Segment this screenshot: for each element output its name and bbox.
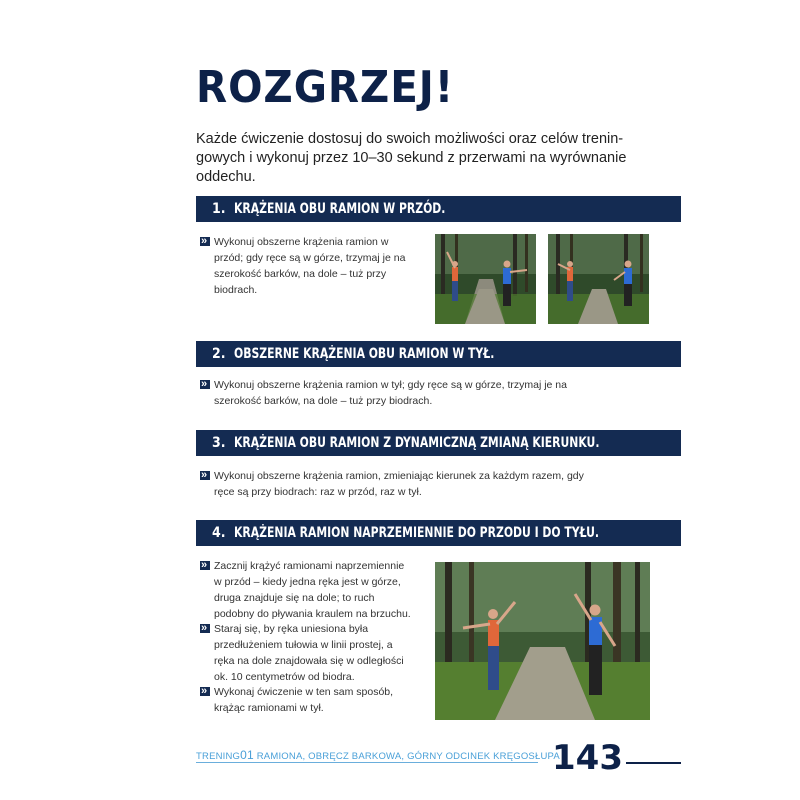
section-title: OBSZERNE KRĄŻENIA OBU RAMION W TYŁ. [233, 346, 494, 362]
bullet-item [214, 684, 414, 716]
page-number: 143 [552, 738, 623, 778]
section-number: 3. [212, 435, 226, 451]
section-3-header [196, 430, 681, 456]
footer-prefix: TRENING [196, 751, 241, 762]
bullet-text: Wykonaj ćwiczenie w ten sam sposób, krążąc ramionami w tył. [214, 686, 394, 714]
section-2-header [196, 341, 681, 367]
bullet-item [214, 558, 414, 622]
section-1-header [196, 196, 681, 222]
bullet-item [214, 234, 414, 298]
exercise-photo-4 [435, 562, 650, 720]
section-4-header [196, 520, 681, 546]
section-title: KRĄŻENIA OBU RAMION Z DYNAMICZNĄ ZMIANĄ KIERUNKU. [233, 435, 600, 451]
page-title: ROZGRZEJ! [196, 62, 455, 113]
exercise-photo-1b [548, 234, 649, 324]
arrow-bullet-icon [200, 237, 210, 246]
section-number: 1. [212, 201, 226, 217]
bullet-text: Wykonuj obszerne krążenia ramion w przód; gdy ręce są w górze, trzymaj je na szerokość barków, na dole – tuż przy biodrach. [214, 236, 406, 296]
bullet-text: Zacznij krążyć ramionami naprzemiennie w przód – kiedy jedna ręka jest w górze, druga znajduje się na dole; to ruch podobny do pływania kraulem na brzuchu. [214, 560, 411, 620]
bullet-text: Wykonuj obszerne krążenia ramion w tył; gdy ręce są w górze, trzymaj je na szerokość barków, na dole – tuż przy biodrach. [214, 379, 567, 407]
bullet-text: Staraj się, by ręka uniesiona była przedłużeniem tułowia w linii prostej, a ręka na dole znajdowała się w odległości ok. 10 centymetrów od biodra. [214, 623, 404, 683]
section-number: 4. [212, 525, 226, 541]
section-title: KRĄŻENIA OBU RAMION W PRZÓD. [233, 201, 445, 217]
footer-chapter [196, 748, 560, 762]
arrow-bullet-icon [200, 624, 210, 633]
bullet-text: Wykonuj obszerne krążenia ramion, zmieniając kierunek za każdym razem, gdy ręce są przy biodrach: raz w przód, raz w tył. [214, 470, 584, 498]
footer-divider-right [626, 762, 681, 764]
arrow-bullet-icon [200, 561, 210, 570]
footer-divider [196, 762, 538, 763]
exercise-photo-1a [435, 234, 536, 324]
bullet-item [214, 468, 594, 500]
intro-text: Każde ćwiczenie dostosuj do swoich możliwości oraz celów trenin-gowych i wykonuj przez 10–30 sekund z przerwami na wyrównanie oddechu. [196, 131, 627, 185]
footer-topic: RAMIONA, OBRĘCZ BARKOWA, GÓRNY ODCINEK KRĘGOSŁUPA [256, 751, 560, 762]
section-title: KRĄŻENIA RAMION NAPRZEMIENNIE DO PRZODU I DO TYŁU. [233, 525, 599, 541]
bullet-item [214, 377, 614, 409]
footer-number: 01 [240, 748, 254, 762]
arrow-bullet-icon [200, 380, 210, 389]
arrow-bullet-icon [200, 471, 210, 480]
section-number: 2. [212, 346, 226, 362]
arrow-bullet-icon [200, 687, 210, 696]
bullet-item [214, 621, 414, 685]
